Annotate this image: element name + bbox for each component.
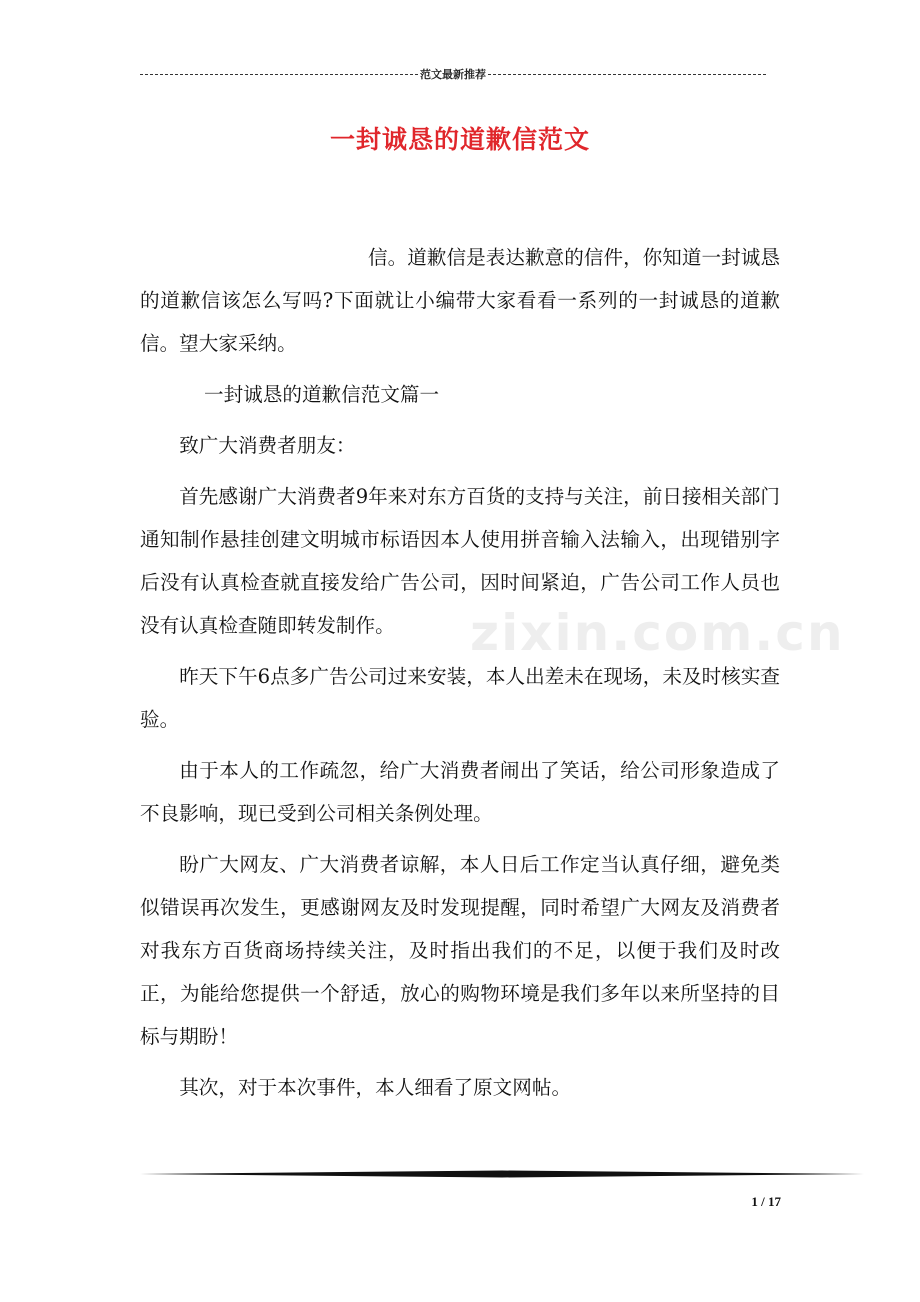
paragraph-3: 由于本人的工作疏忽，给广大消费者闹出了笑话，给公司形象造成了不良影响，现已受到公司相关条例处理。 (140, 759, 780, 825)
section-subtitle: 一封诚恳的道歉信范文篇一 (204, 383, 440, 406)
header-dash-left (140, 74, 418, 75)
header-dash-right (488, 74, 766, 75)
paragraph-4: 盼广大网友、广大消费者谅解，本人日后工作定当认真仔细，避免类似错误再次发生，更感谢网友及时发现提醒，同时希望广大网友及消费者对我东方百货商场持续关注，及时指出我们的不足，以便于我们及时改正，为能给您提供一个舒适，放心的购物环境是我们多年以来所坚持的目标与期盼！ (140, 853, 780, 1048)
intro-paragraph: 信。道歉信是表达歉意的信件，你知道一封诚恳的道歉信该怎么写吗?下面就让小编带大家看看一系列的一封诚恳的道歉信。望大家采纳。 (140, 246, 780, 355)
watermark: zixin.com.cn (470, 604, 845, 662)
paragraph-5: 其次，对于本次事件，本人细看了原文网帖。 (179, 1076, 572, 1099)
document-title: 一封诚恳的道歉信范文 (329, 125, 590, 154)
footer-divider (140, 1170, 864, 1178)
greeting: 致广大消费者朋友： (179, 434, 356, 457)
page-number: 1 / 17 (751, 1194, 781, 1209)
paragraph-2: 昨天下午6点多广告公司过来安装，本人出差未在现场，未及时核实查验。 (140, 665, 780, 731)
document-body (140, 236, 780, 1117)
page-header (140, 66, 766, 82)
header-label: 范文最新推荐 (420, 68, 486, 81)
paragraph-1: 首先感谢广大消费者9年来对东方百货的支持与关注，前日接相关部门通知制作悬挂创建文明城市标语因本人使用拼音输入法输入，出现错别字后没有认真检查就直接发给广告公司，因时间紧迫，广告公司工作人员也没有认真检查随即转发制作。 (140, 485, 780, 637)
